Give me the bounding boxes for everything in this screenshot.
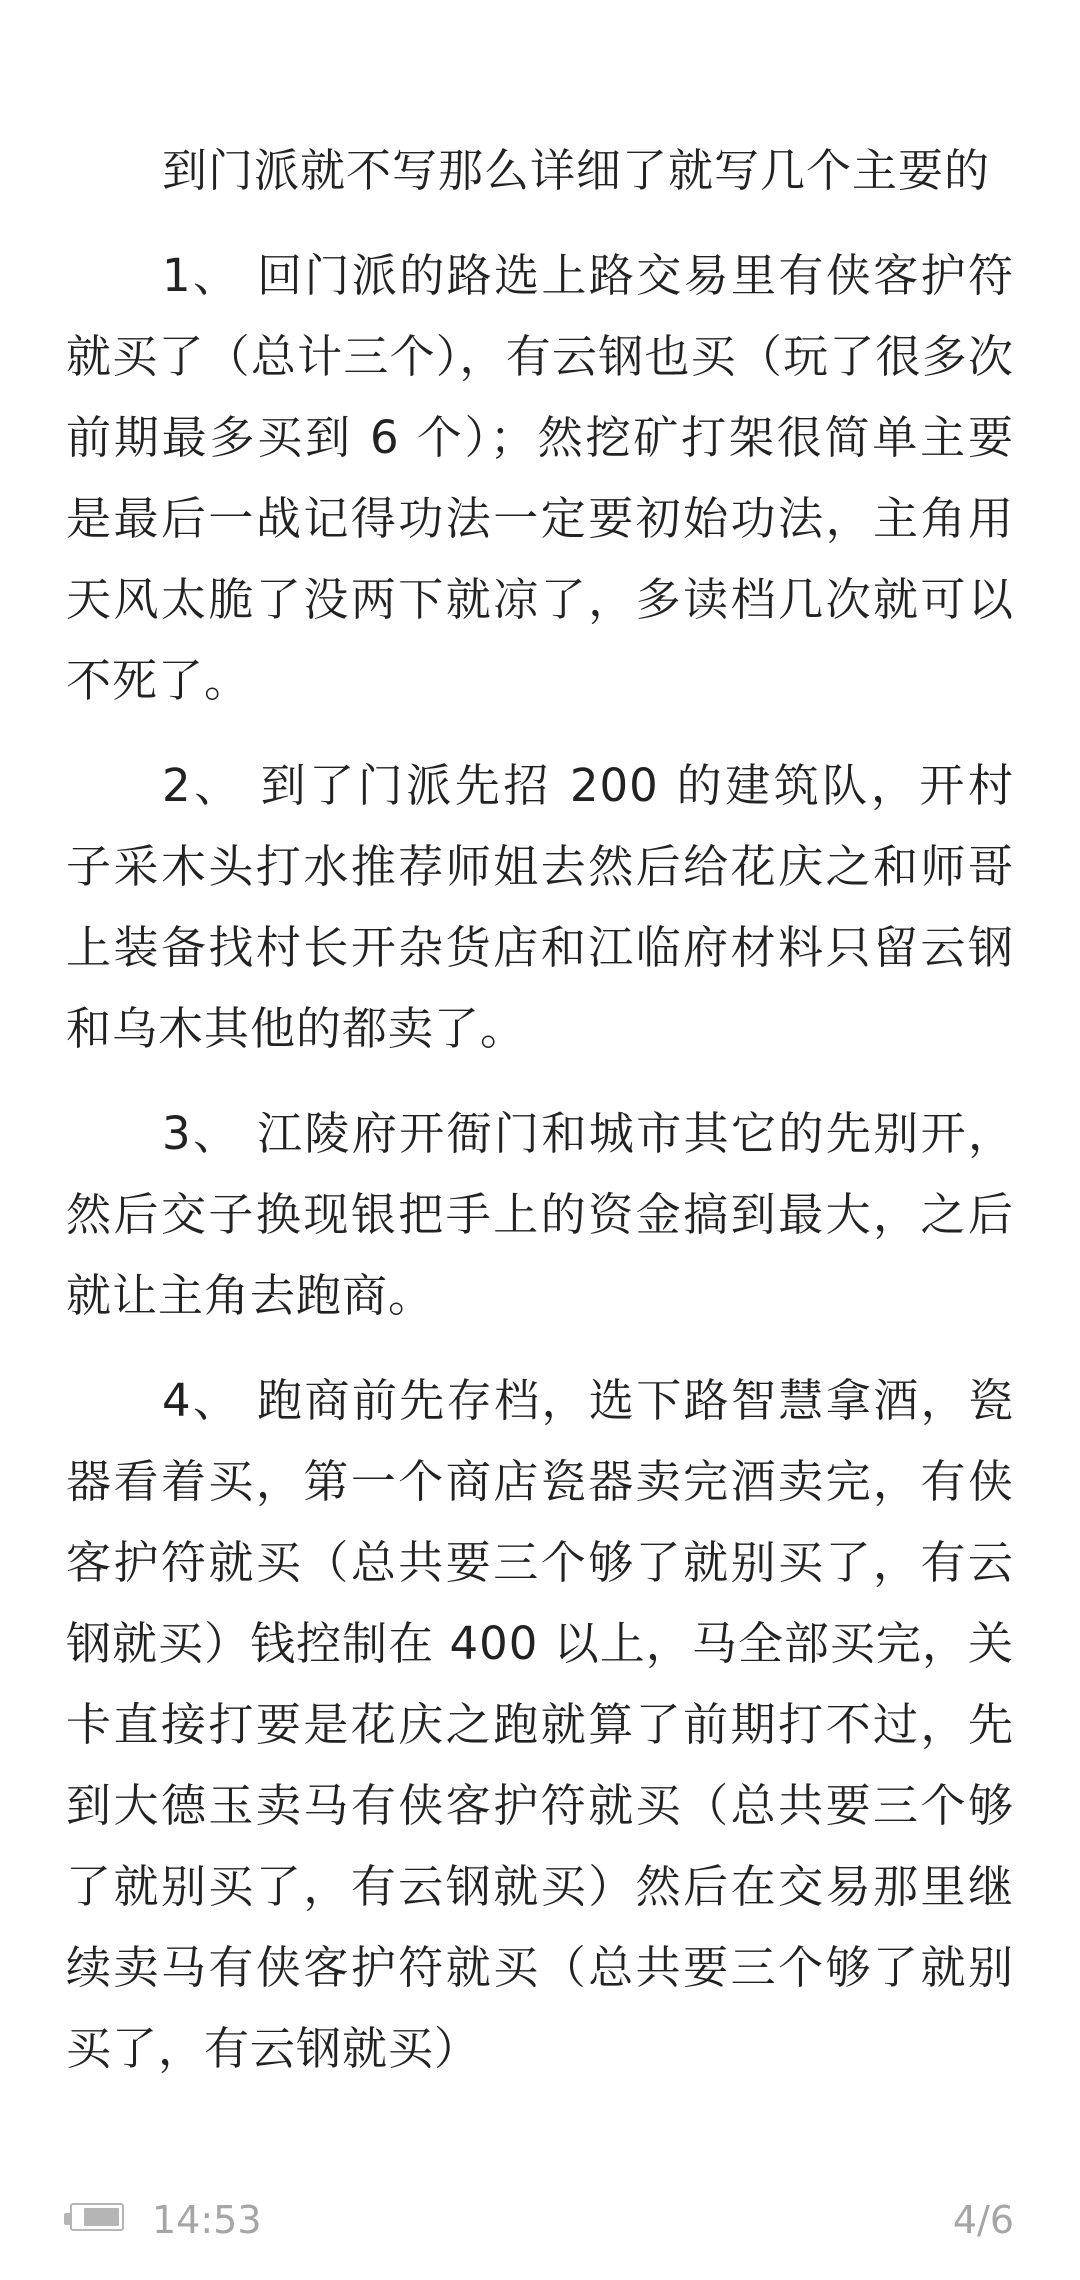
page-indicator: 4/6: [952, 2198, 1014, 2242]
battery-level: [84, 2208, 119, 2226]
battery-body: [70, 2203, 124, 2231]
reader-footer: [0, 2195, 1080, 2245]
clock-time: 14:53: [152, 2198, 262, 2242]
paragraph-step-1: 1、 回门派的路选上路交易里有侠客护符就买了（总计三个），有云钢也买（玩了很多次前期最多买到 6 个）；然挖矿打架很简单主要是最后一战记得功法一定要初始功法，主角用天风太脆了没两下就凉了，多读档几次就可以不死了。: [66, 249, 1014, 707]
paragraph-step-4: 4、 跑商前先存档，选下路智慧拿酒，瓷器看着买，第一个商店瓷器卖完酒卖完，有侠客护符就买（总共要三个够了就别买了，有云钢就买）钱控制在 400 以上，马全部买完，关卡直接打要是花庆之跑就算了前期打不过，先到大德玉卖马有侠客护符就买（总共要三个够了就别买了，有云钢就买）然后在交易那里继续卖马有侠客护符就买（总共要三个够了就别买了，有云钢就买）: [66, 1374, 1014, 2075]
paragraph-step-3: 3、 江陵府开衙门和城市其它的先别开，然后交子换现银把手上的资金搞到最大，之后就让主角去跑商。: [66, 1107, 1014, 1322]
article-body: [66, 130, 1014, 2113]
battery-icon: [64, 2203, 128, 2235]
paragraph-step-2: 2、 到了门派先招 200 的建筑队，开村子采木头打水推荐师姐去然后给花庆之和师哥上装备找村长开杂货店和江临府材料只留云钢和乌木其他的都卖了。: [66, 759, 1014, 1055]
paragraph-intro: 到门派就不写那么详细了就写几个主要的: [162, 144, 991, 197]
